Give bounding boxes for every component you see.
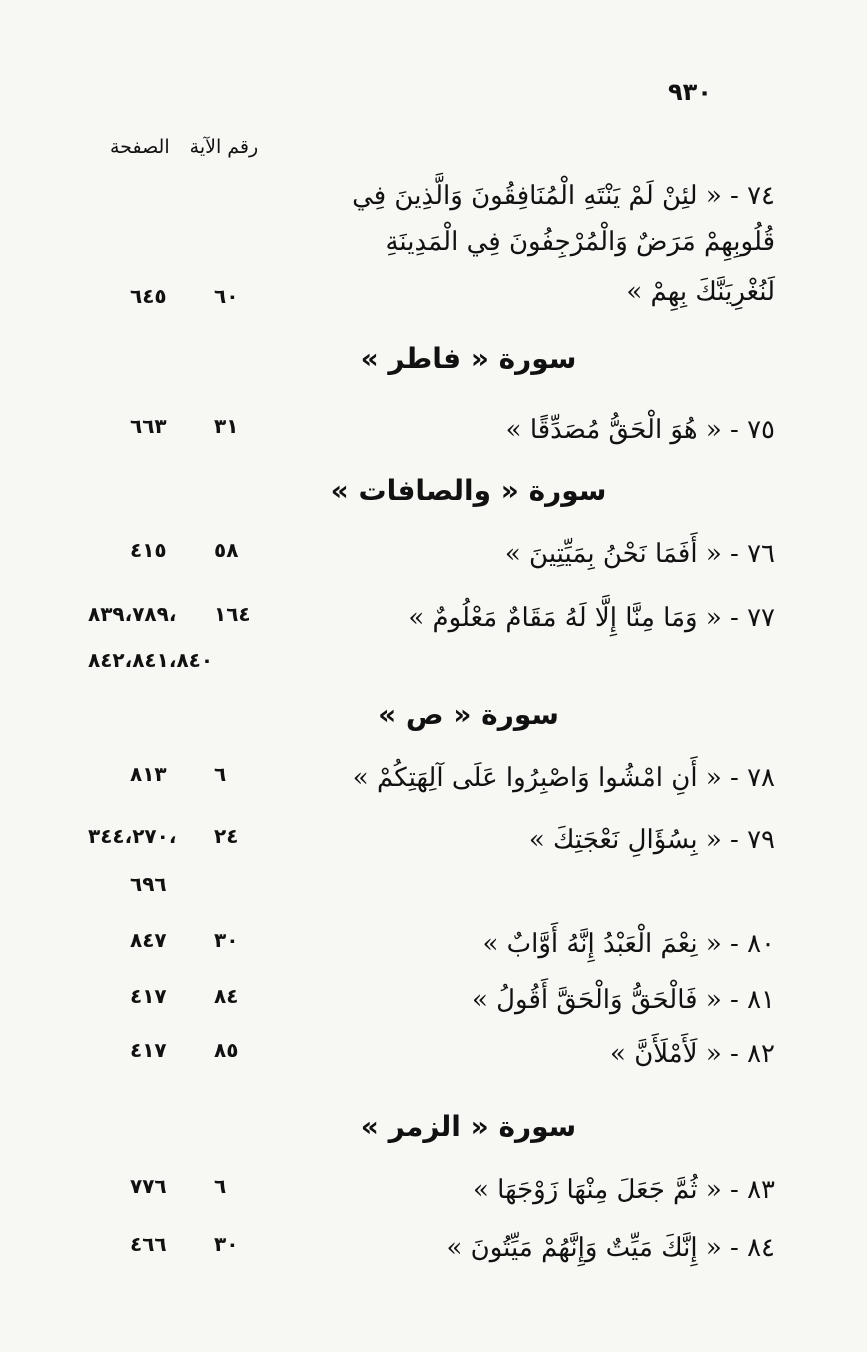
page-reference: ٨٣٩،٧٨٩، (88, 602, 177, 626)
index-entry (0, 1168, 867, 1216)
ayah-number: ٨٤ (214, 984, 239, 1008)
surah-heading: سورة « ص » (378, 698, 559, 731)
surah-heading: سورة « الزمر » (360, 1110, 577, 1143)
verse-line: ٧٥ - « هُوَ الْحَقُّ مُصَدِّقًا » (505, 415, 775, 445)
page-reference: ٤١٧ (130, 984, 167, 1008)
index-entry (0, 978, 867, 1026)
ayah-number: ٨٥ (214, 1038, 239, 1062)
page-column-header: الصفحة (110, 136, 170, 158)
verse-line: ٨٢ - « لَأَمْلَأَنَّ » (610, 1039, 775, 1069)
page-reference: ٤١٧ (130, 1038, 167, 1062)
page-number: ٩٣٠ (668, 78, 712, 106)
index-entry (0, 532, 867, 580)
ayah-column-header: رقم الآية (189, 136, 259, 158)
page-reference-continued: ٦٩٦ (130, 872, 167, 896)
ayah-number: ١٦٤ (214, 602, 251, 626)
verse-line: ٨١ - « فَالْحَقُّ وَالْحَقَّ أَقُولُ » (471, 985, 775, 1015)
verse-line: ٧٧ - « وَمَا مِنَّا إِلَّا لَهُ مَقَامٌ مَعْلُومٌ » (408, 603, 775, 633)
verse-line: ٧٩ - « بِسُؤَالِ نَعْجَتِكَ » (528, 825, 775, 855)
ayah-number: ٣٠ (214, 928, 239, 952)
verse-line: ٧٤ - « لئِنْ لَمْ يَنْتَهِ الْمُنَافِقُونَ وَالَّذِينَ فِي (352, 181, 775, 211)
ayah-number: ٦ (214, 762, 227, 786)
ayah-number: ٦٠ (214, 284, 239, 308)
verse-line: ٨٣ - « ثُمَّ جَعَلَ مِنْهَا زَوْجَهَا » (472, 1175, 775, 1205)
ayah-number: ٥٨ (214, 538, 239, 562)
index-entry (0, 408, 867, 456)
index-entry (0, 1032, 867, 1080)
page-reference: ٨٤٧ (130, 928, 167, 952)
index-entry (0, 1226, 867, 1274)
ayah-number: ٦ (214, 1174, 227, 1198)
ayah-number: ٣٠ (214, 1232, 239, 1256)
page-reference: ٨١٣ (130, 762, 167, 786)
ayah-number: ٢٤ (214, 824, 239, 848)
page-reference: ٦٤٥ (130, 284, 167, 308)
verse-line: ٨٤ - « إِنَّكَ مَيِّتٌ وَإِنَّهُمْ مَيِّتُونَ » (446, 1233, 775, 1263)
surah-heading: سورة « والصافات » (330, 474, 607, 507)
index-entry (0, 818, 867, 898)
column-headers (96, 136, 258, 158)
page-reference: ٤١٥ (130, 538, 167, 562)
verse-line: ٧٨ - « أَنِ امْشُوا وَاصْبِرُوا عَلَى آلِهَتِكُمْ » (352, 763, 775, 793)
surah-heading: سورة « فاطر » (360, 342, 577, 375)
page-reference-continued: ٨٤٢،٨٤١،٨٤٠ (88, 648, 214, 672)
verse-line: لَنُغْرِيَنَّكَ بِهِمْ » (626, 277, 775, 307)
verse-line: ٨٠ - « نِعْمَ الْعَبْدُ إِنَّهُ أَوَّابٌ » (482, 929, 775, 959)
page-reference: ٧٧٦ (130, 1174, 167, 1198)
index-entry (0, 922, 867, 970)
index-entry (0, 756, 867, 804)
verse-line: ٧٦ - « أَفَمَا نَحْنُ بِمَيِّتِينَ » (504, 539, 775, 569)
index-entry (0, 596, 867, 676)
page-reference: ٦٦٣ (130, 414, 167, 438)
page-reference: ٣٤٤،٢٧٠، (88, 824, 177, 848)
index-entry (0, 174, 867, 314)
page-reference: ٤٦٦ (130, 1232, 167, 1256)
verse-line: قُلُوبِهِمْ مَرَضٌ وَالْمُرْجِفُونَ فِي الْمَدِينَةِ (385, 227, 775, 257)
ayah-number: ٣١ (214, 414, 239, 438)
